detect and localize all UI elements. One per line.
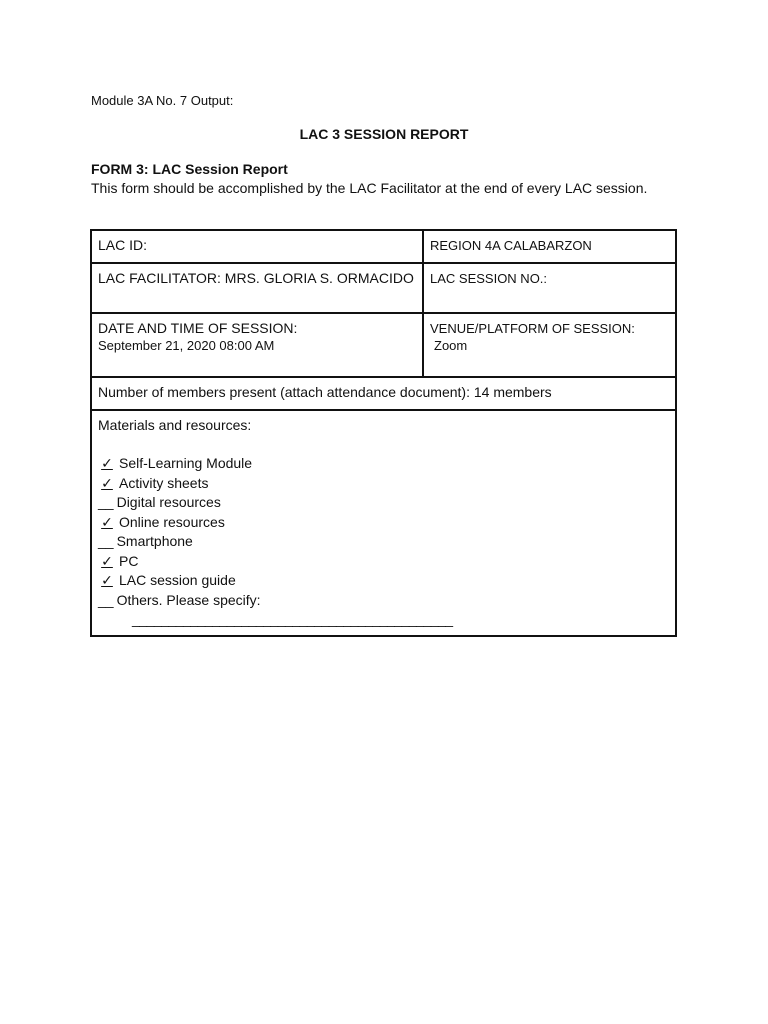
table-row	[91, 263, 676, 313]
session-no-label: LAC SESSION NO.:	[430, 271, 548, 286]
check-mark: ✓	[101, 474, 113, 491]
blank-mark: __	[98, 494, 114, 510]
form-title: FORM 3: LAC Session Report	[91, 161, 288, 177]
facilitator-cell	[91, 263, 423, 313]
region-value: REGION 4A CALABARZON	[430, 238, 592, 253]
form-description: This form should be accomplished by the LAC Facilitator at the end of every LAC session.	[91, 180, 648, 196]
members-cell	[91, 377, 676, 410]
materials-cell	[91, 410, 676, 636]
venue-value: Zoom	[434, 338, 468, 353]
blank-mark: __	[98, 533, 114, 549]
specify-blank-line: ____________________________________________	[132, 611, 453, 627]
material-label: LAC session guide	[119, 572, 236, 588]
list-item	[98, 591, 669, 611]
lac-id-label: LAC ID:	[98, 237, 148, 253]
list-item	[98, 474, 669, 494]
materials-label: Materials and resources:	[98, 417, 252, 433]
check-mark: ✓	[101, 513, 113, 530]
list-item	[98, 513, 669, 533]
material-label: Smartphone	[116, 533, 193, 549]
blank-mark: __	[98, 591, 114, 608]
session-report-table	[90, 229, 677, 637]
report-title: LAC 3 SESSION REPORT	[299, 126, 469, 142]
list-item	[98, 552, 669, 572]
material-label: PC	[119, 552, 139, 569]
module-line: Module 3A No. 7 Output:	[91, 93, 234, 108]
material-label: Activity sheets	[119, 474, 209, 491]
date-label: DATE AND TIME OF SESSION:	[98, 320, 298, 336]
materials-list	[98, 454, 669, 610]
session-no-cell	[423, 263, 676, 313]
list-item	[98, 493, 669, 513]
venue-label: VENUE/PLATFORM OF SESSION:	[430, 321, 635, 336]
table-row	[91, 313, 676, 377]
table-row	[91, 377, 676, 410]
check-mark: ✓	[101, 455, 113, 471]
material-label: Others. Please specify:	[116, 591, 261, 608]
members-text: Number of members present (attach attendance document): 14 members	[98, 384, 552, 400]
check-mark: ✓	[101, 552, 113, 569]
material-label: Self-Learning Module	[119, 455, 253, 471]
list-item	[98, 571, 669, 591]
facilitator-text: LAC FACILITATOR: MRS. GLORIA S. ORMACIDO	[98, 270, 414, 286]
check-mark: ✓	[101, 572, 113, 588]
region-cell	[423, 230, 676, 263]
table-row	[91, 410, 676, 636]
table-row	[91, 230, 676, 263]
date-cell	[91, 313, 423, 377]
material-label: Digital resources	[116, 494, 221, 510]
list-item	[98, 532, 669, 552]
date-value: September 21, 2020 08:00 AM	[98, 338, 275, 353]
venue-cell	[423, 313, 676, 377]
lac-id-cell	[91, 230, 423, 263]
material-label: Online resources	[119, 513, 225, 530]
list-item	[98, 454, 669, 474]
